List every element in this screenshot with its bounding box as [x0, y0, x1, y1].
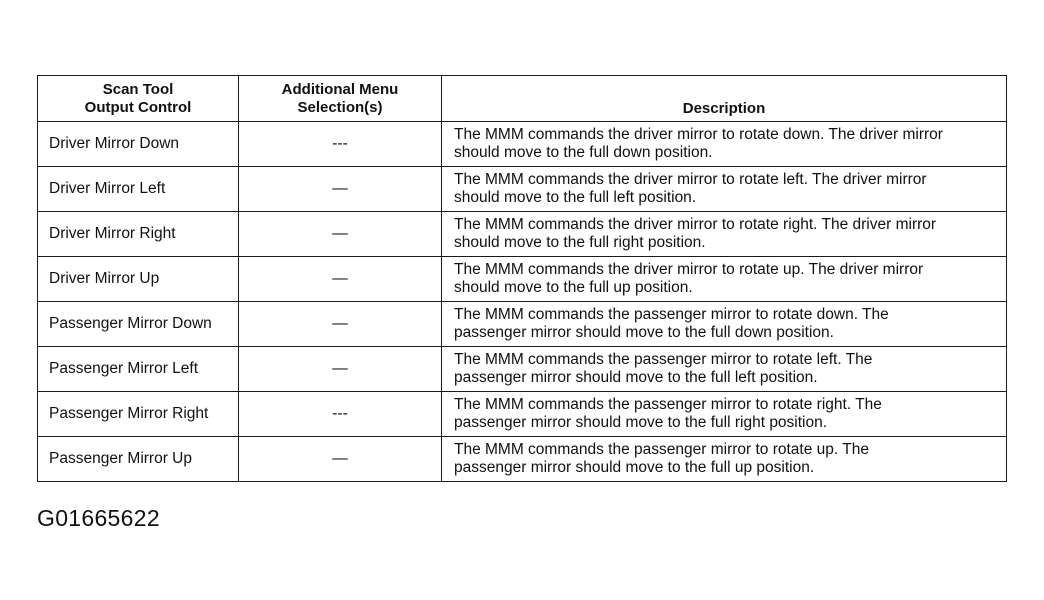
table-row	[38, 257, 1007, 302]
header-control-line-1: Scan Tool	[102, 80, 174, 98]
row-description	[442, 257, 1007, 302]
header-additional-menu-selections	[239, 76, 442, 122]
row-description	[442, 167, 1007, 212]
table-row	[38, 167, 1007, 212]
description-line-1: The MMM commands the passenger mirror to rotate down. The	[454, 306, 889, 323]
description-line-2: passenger mirror should move to the full down position.	[454, 324, 834, 341]
header-menu-line-1: Additional Menu	[281, 80, 399, 98]
description-line-1: The MMM commands the passenger mirror to rotate left. The	[454, 351, 873, 368]
scan-tool-output-control-table	[37, 75, 1007, 482]
row-description	[442, 392, 1007, 437]
row-description	[442, 437, 1007, 482]
description-line-2: passenger mirror should move to the full right position.	[454, 414, 828, 431]
row-menu-selection: ---	[239, 392, 442, 437]
row-description	[442, 122, 1007, 167]
table-header-row	[38, 76, 1007, 122]
row-output-control: Driver Mirror Down	[38, 122, 239, 167]
description-line-1: The MMM commands the driver mirror to rotate up. The driver mirror	[454, 261, 924, 278]
row-output-control: Passenger Mirror Up	[38, 437, 239, 482]
description-line-2: passenger mirror should move to the full left position.	[454, 369, 818, 386]
row-output-control: Passenger Mirror Down	[38, 302, 239, 347]
table-row	[38, 302, 1007, 347]
row-menu-selection: —	[239, 302, 442, 347]
header-menu-line-2: Selection(s)	[297, 98, 383, 116]
row-output-control: Passenger Mirror Left	[38, 347, 239, 392]
description-line-1: The MMM commands the driver mirror to rotate right. The driver mirror	[454, 216, 937, 233]
table-row	[38, 347, 1007, 392]
table-row	[38, 437, 1007, 482]
description-line-2: passenger mirror should move to the full up position.	[454, 459, 815, 476]
row-menu-selection: —	[239, 212, 442, 257]
row-menu-selection: —	[239, 167, 442, 212]
row-description	[442, 347, 1007, 392]
description-line-1: The MMM commands the passenger mirror to rotate up. The	[454, 441, 869, 458]
row-menu-selection: —	[239, 257, 442, 302]
figure-id: G01665622	[37, 505, 160, 531]
row-description	[442, 212, 1007, 257]
row-output-control: Driver Mirror Left	[38, 167, 239, 212]
row-output-control: Driver Mirror Right	[38, 212, 239, 257]
description-line-1: The MMM commands the driver mirror to rotate down. The driver mirror	[454, 126, 943, 143]
row-output-control: Passenger Mirror Right	[38, 392, 239, 437]
row-menu-selection: ---	[239, 122, 442, 167]
row-output-control: Driver Mirror Up	[38, 257, 239, 302]
description-line-2: should move to the full down position.	[454, 144, 713, 161]
header-description: Description	[442, 76, 1007, 122]
table-row	[38, 392, 1007, 437]
header-scan-tool-output-control	[38, 76, 239, 122]
description-line-1: The MMM commands the passenger mirror to rotate right. The	[454, 396, 882, 413]
table-row	[38, 122, 1007, 167]
row-menu-selection: —	[239, 437, 442, 482]
header-control-line-2: Output Control	[84, 98, 192, 116]
table-row	[38, 212, 1007, 257]
description-line-1: The MMM commands the driver mirror to rotate left. The driver mirror	[454, 171, 927, 188]
row-description	[442, 302, 1007, 347]
description-line-2: should move to the full left position.	[454, 189, 697, 206]
description-line-2: should move to the full up position.	[454, 279, 693, 296]
description-line-2: should move to the full right position.	[454, 234, 706, 251]
row-menu-selection: —	[239, 347, 442, 392]
